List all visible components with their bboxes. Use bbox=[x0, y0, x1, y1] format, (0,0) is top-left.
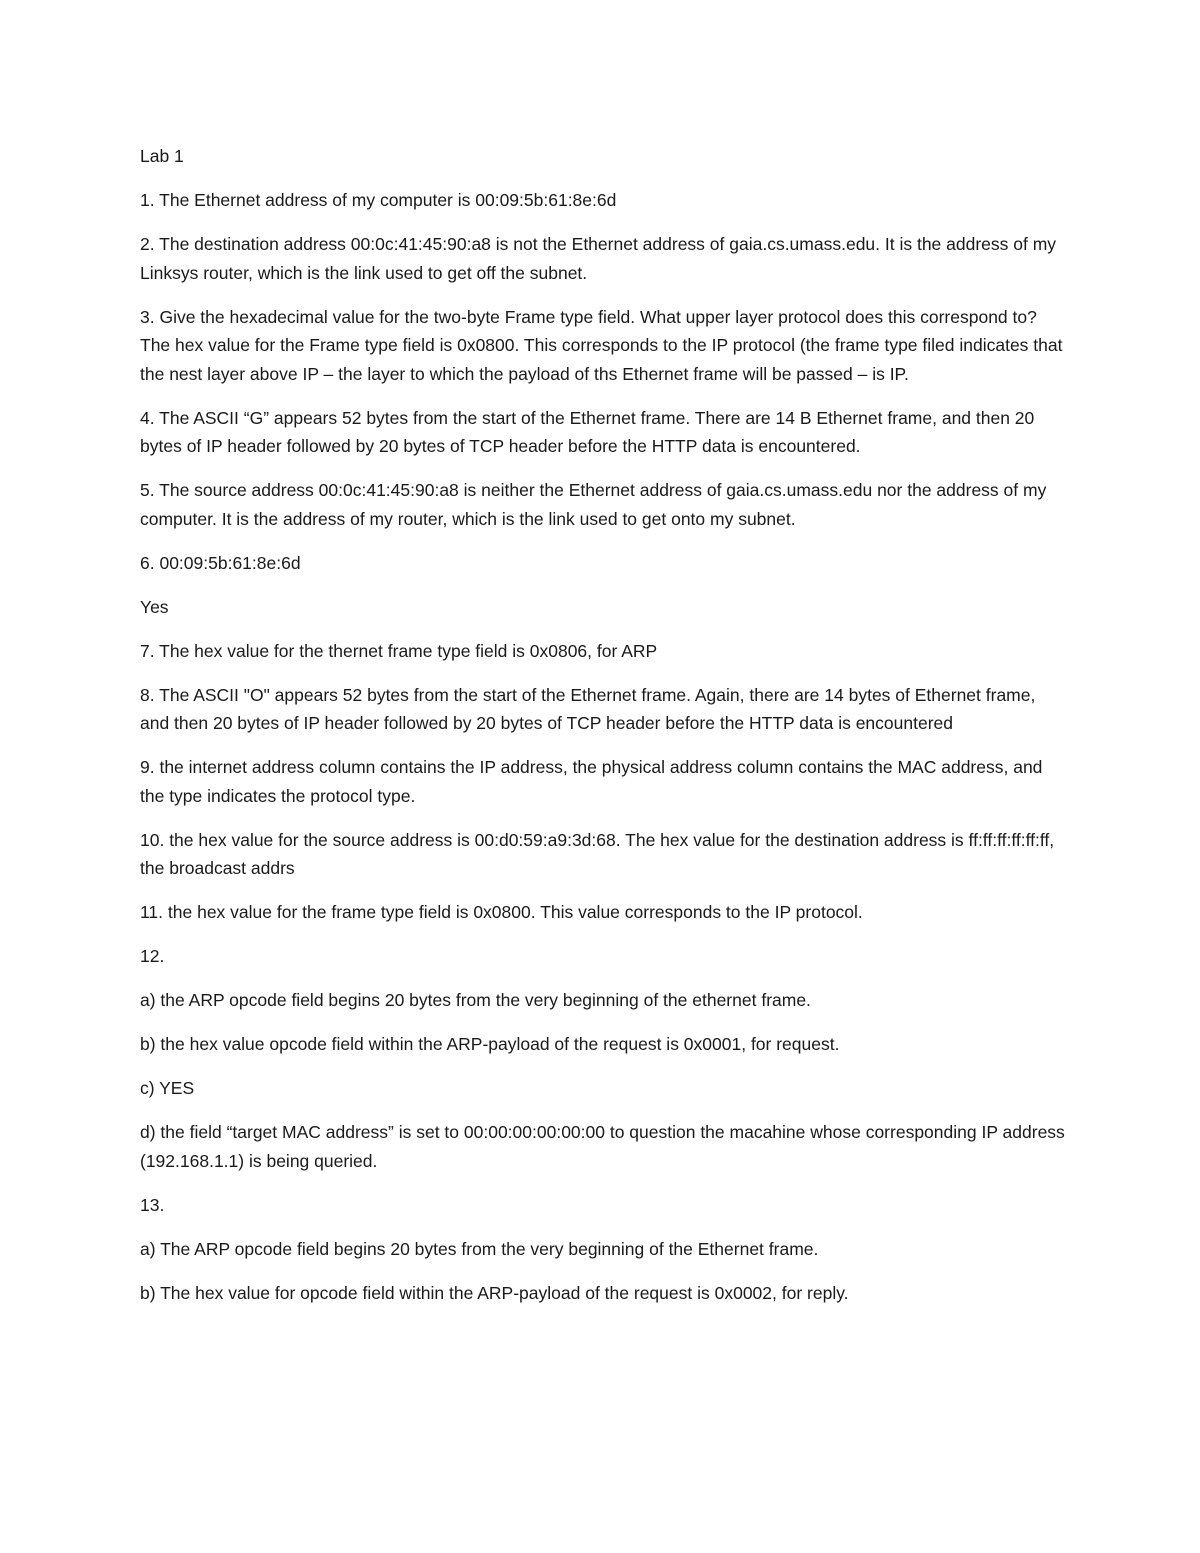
answer-9: 9. the internet address column contains the IP address, the physical address column contains the MAC address, and the type indicates the protocol type. bbox=[140, 757, 1043, 806]
document-body bbox=[140, 142, 1065, 1323]
answer-11: 11. the hex value for the frame type field is 0x0800. This value corresponds to the IP protocol. bbox=[140, 902, 863, 922]
answer-1: 1. The Ethernet address of my computer is 00:09:5b:61:8e:6d bbox=[140, 190, 617, 210]
answer-8: 8. The ASCII "O" appears 52 bytes from the start of the Ethernet frame. Again, there are 14 bytes of Ethernet frame, and then 20 bytes of IP header followed by 20 bytes of TCP header before the HTTP data is encountered bbox=[140, 684, 1036, 733]
answer-13a: a) The ARP opcode field begins 20 bytes from the very beginning of the Ethernet frame. bbox=[140, 1238, 819, 1259]
answer-5: 5. The source address 00:0c:41:45:90:a8 is neither the Ethernet address of gaia.cs.umass.edu nor the address of my computer. It is the address of my router, which is the link used to get onto my subnet. bbox=[140, 480, 1047, 529]
answer-7: 7. The hex value for the thernet frame type field is 0x0806, for ARP bbox=[140, 640, 658, 661]
answer-12a: a) the ARP opcode field begins 20 bytes from the very beginning of the ethernet frame. bbox=[140, 990, 811, 1010]
answer-4: 4. The ASCII “G” appears 52 bytes from the start of the Ethernet frame. There are 14 B Ethernet frame, and then 20 bytes of IP header followed by 20 bytes of TCP header before the HTTP data is encountered. bbox=[140, 407, 1035, 456]
document-title: Lab 1 bbox=[140, 146, 184, 166]
answer-12c: c) YES bbox=[140, 1078, 195, 1098]
answer-13-heading: 13. bbox=[140, 1194, 165, 1215]
answer-12-heading: 12. bbox=[140, 946, 165, 966]
answer-12d: d) the field “target MAC address” is set to 00:00:00:00:00:00 to question the macahine whose corresponding IP address (192.168.1.1) is being queried. bbox=[140, 1122, 1065, 1171]
answer-6-yes: Yes bbox=[140, 596, 169, 617]
answer-3: 3. Give the hexadecimal value for the two-byte Frame type field. What upper layer protocol does this correspond to? The hex value for the Frame type field is 0x0800. This corresponds to the IP protocol (the frame type filed indicates that the nest layer above IP – the layer to which the payload of ths Ethernet frame will be passed – is IP. bbox=[140, 306, 1063, 384]
answer-10: 10. the hex value for the source address is 00:d0:59:a9:3d:68. The hex value for the destination address is ff:ff:ff:ff:ff:ff, the broadcast addrs bbox=[140, 829, 1055, 878]
answer-6: 6. 00:09:5b:61:8e:6d bbox=[140, 552, 301, 573]
answer-13b: b) The hex value for opcode field within the ARP-payload of the request is 0x0002, for reply. bbox=[140, 1282, 849, 1303]
answer-2: 2. The destination address 00:0c:41:45:90:a8 is not the Ethernet address of gaia.cs.umass.edu. It is the address of my Linksys router, which is the link used to get off the subnet. bbox=[140, 234, 1057, 283]
answer-12b: b) the hex value opcode field within the ARP-payload of the request is 0x0001, for request. bbox=[140, 1034, 840, 1054]
